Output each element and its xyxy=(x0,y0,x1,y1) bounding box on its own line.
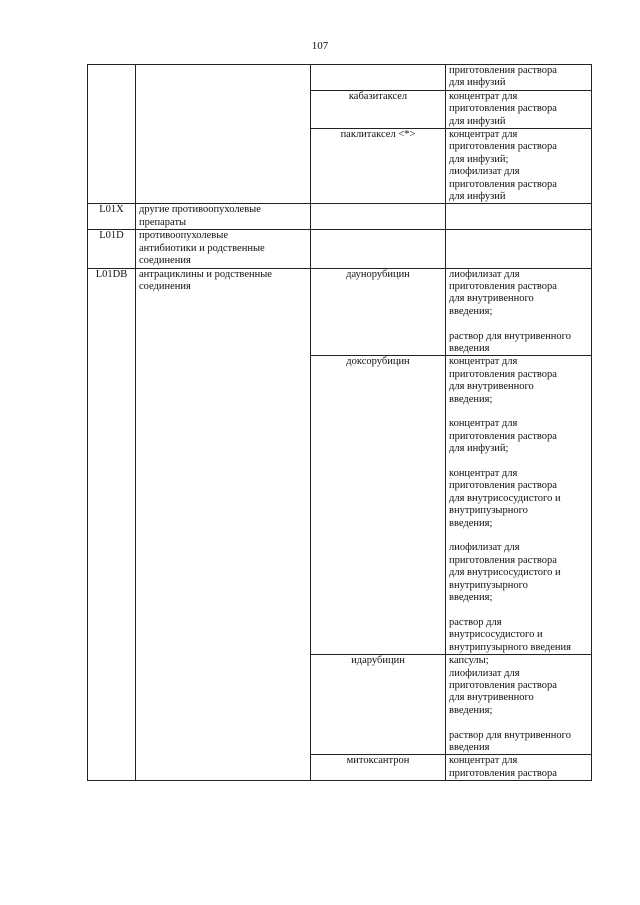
atc-code-cell: L01D xyxy=(88,230,136,268)
group-name-cell: противоопухолевые антибиотики и родственные соединения xyxy=(136,230,311,268)
atc-code-cell: L01DB xyxy=(88,268,136,781)
drug-name-cell xyxy=(311,230,446,268)
table-row xyxy=(88,65,592,91)
dosage-form-cell xyxy=(446,204,592,230)
dosage-form-cell: приготовления раствора для инфузий xyxy=(446,65,592,91)
drug-name-cell: кабазитаксел xyxy=(311,90,446,128)
group-name-cell: другие противоопухолевые препараты xyxy=(136,204,311,230)
drug-name-cell: паклитаксел <*> xyxy=(311,129,446,204)
group-name-cell: антрациклины и родственные соединения xyxy=(136,268,311,781)
dosage-form-cell: концентрат для приготовления раствора для внутривенного введения; концентрат для приготовления раствора для инфузий; концентрат для приготовления раствора для внутрисосудистого и внутрипузырного введения; лиофилизат для приготовления раствора для внутрисосудистого и внутрипузырного введения; раствор для внутрисосудистого и внутрипузырного введения xyxy=(446,356,592,655)
dosage-form-cell: концентрат для приготовления раствора для инфузий; лиофилизат для приготовления раствора для инфузий xyxy=(446,129,592,204)
dosage-form-cell: концентрат для приготовления раствора для инфузий xyxy=(446,90,592,128)
drug-name-cell: доксорубицин xyxy=(311,356,446,655)
atc-code-cell xyxy=(88,65,136,204)
atc-code-cell: L01X xyxy=(88,204,136,230)
table-row xyxy=(88,230,592,268)
dosage-form-cell: капсулы; лиофилизат для приготовления раствора для внутривенного введения; раствор для внутривенного введения xyxy=(446,655,592,755)
drug-table xyxy=(87,64,592,781)
table-row xyxy=(88,268,592,356)
dosage-form-cell xyxy=(446,230,592,268)
drug-name-cell: митоксантрон xyxy=(311,755,446,781)
group-name-cell xyxy=(136,65,311,204)
dosage-form-cell: лиофилизат для приготовления раствора для внутривенного введения; раствор для внутривенного введения xyxy=(446,268,592,356)
table-row xyxy=(88,204,592,230)
dosage-form-cell: концентрат для приготовления раствора xyxy=(446,755,592,781)
drug-name-cell: даунорубицин xyxy=(311,268,446,356)
page-number: 107 xyxy=(311,40,329,52)
drug-name-cell xyxy=(311,65,446,91)
drug-name-cell xyxy=(311,204,446,230)
drug-name-cell: идарубицин xyxy=(311,655,446,755)
